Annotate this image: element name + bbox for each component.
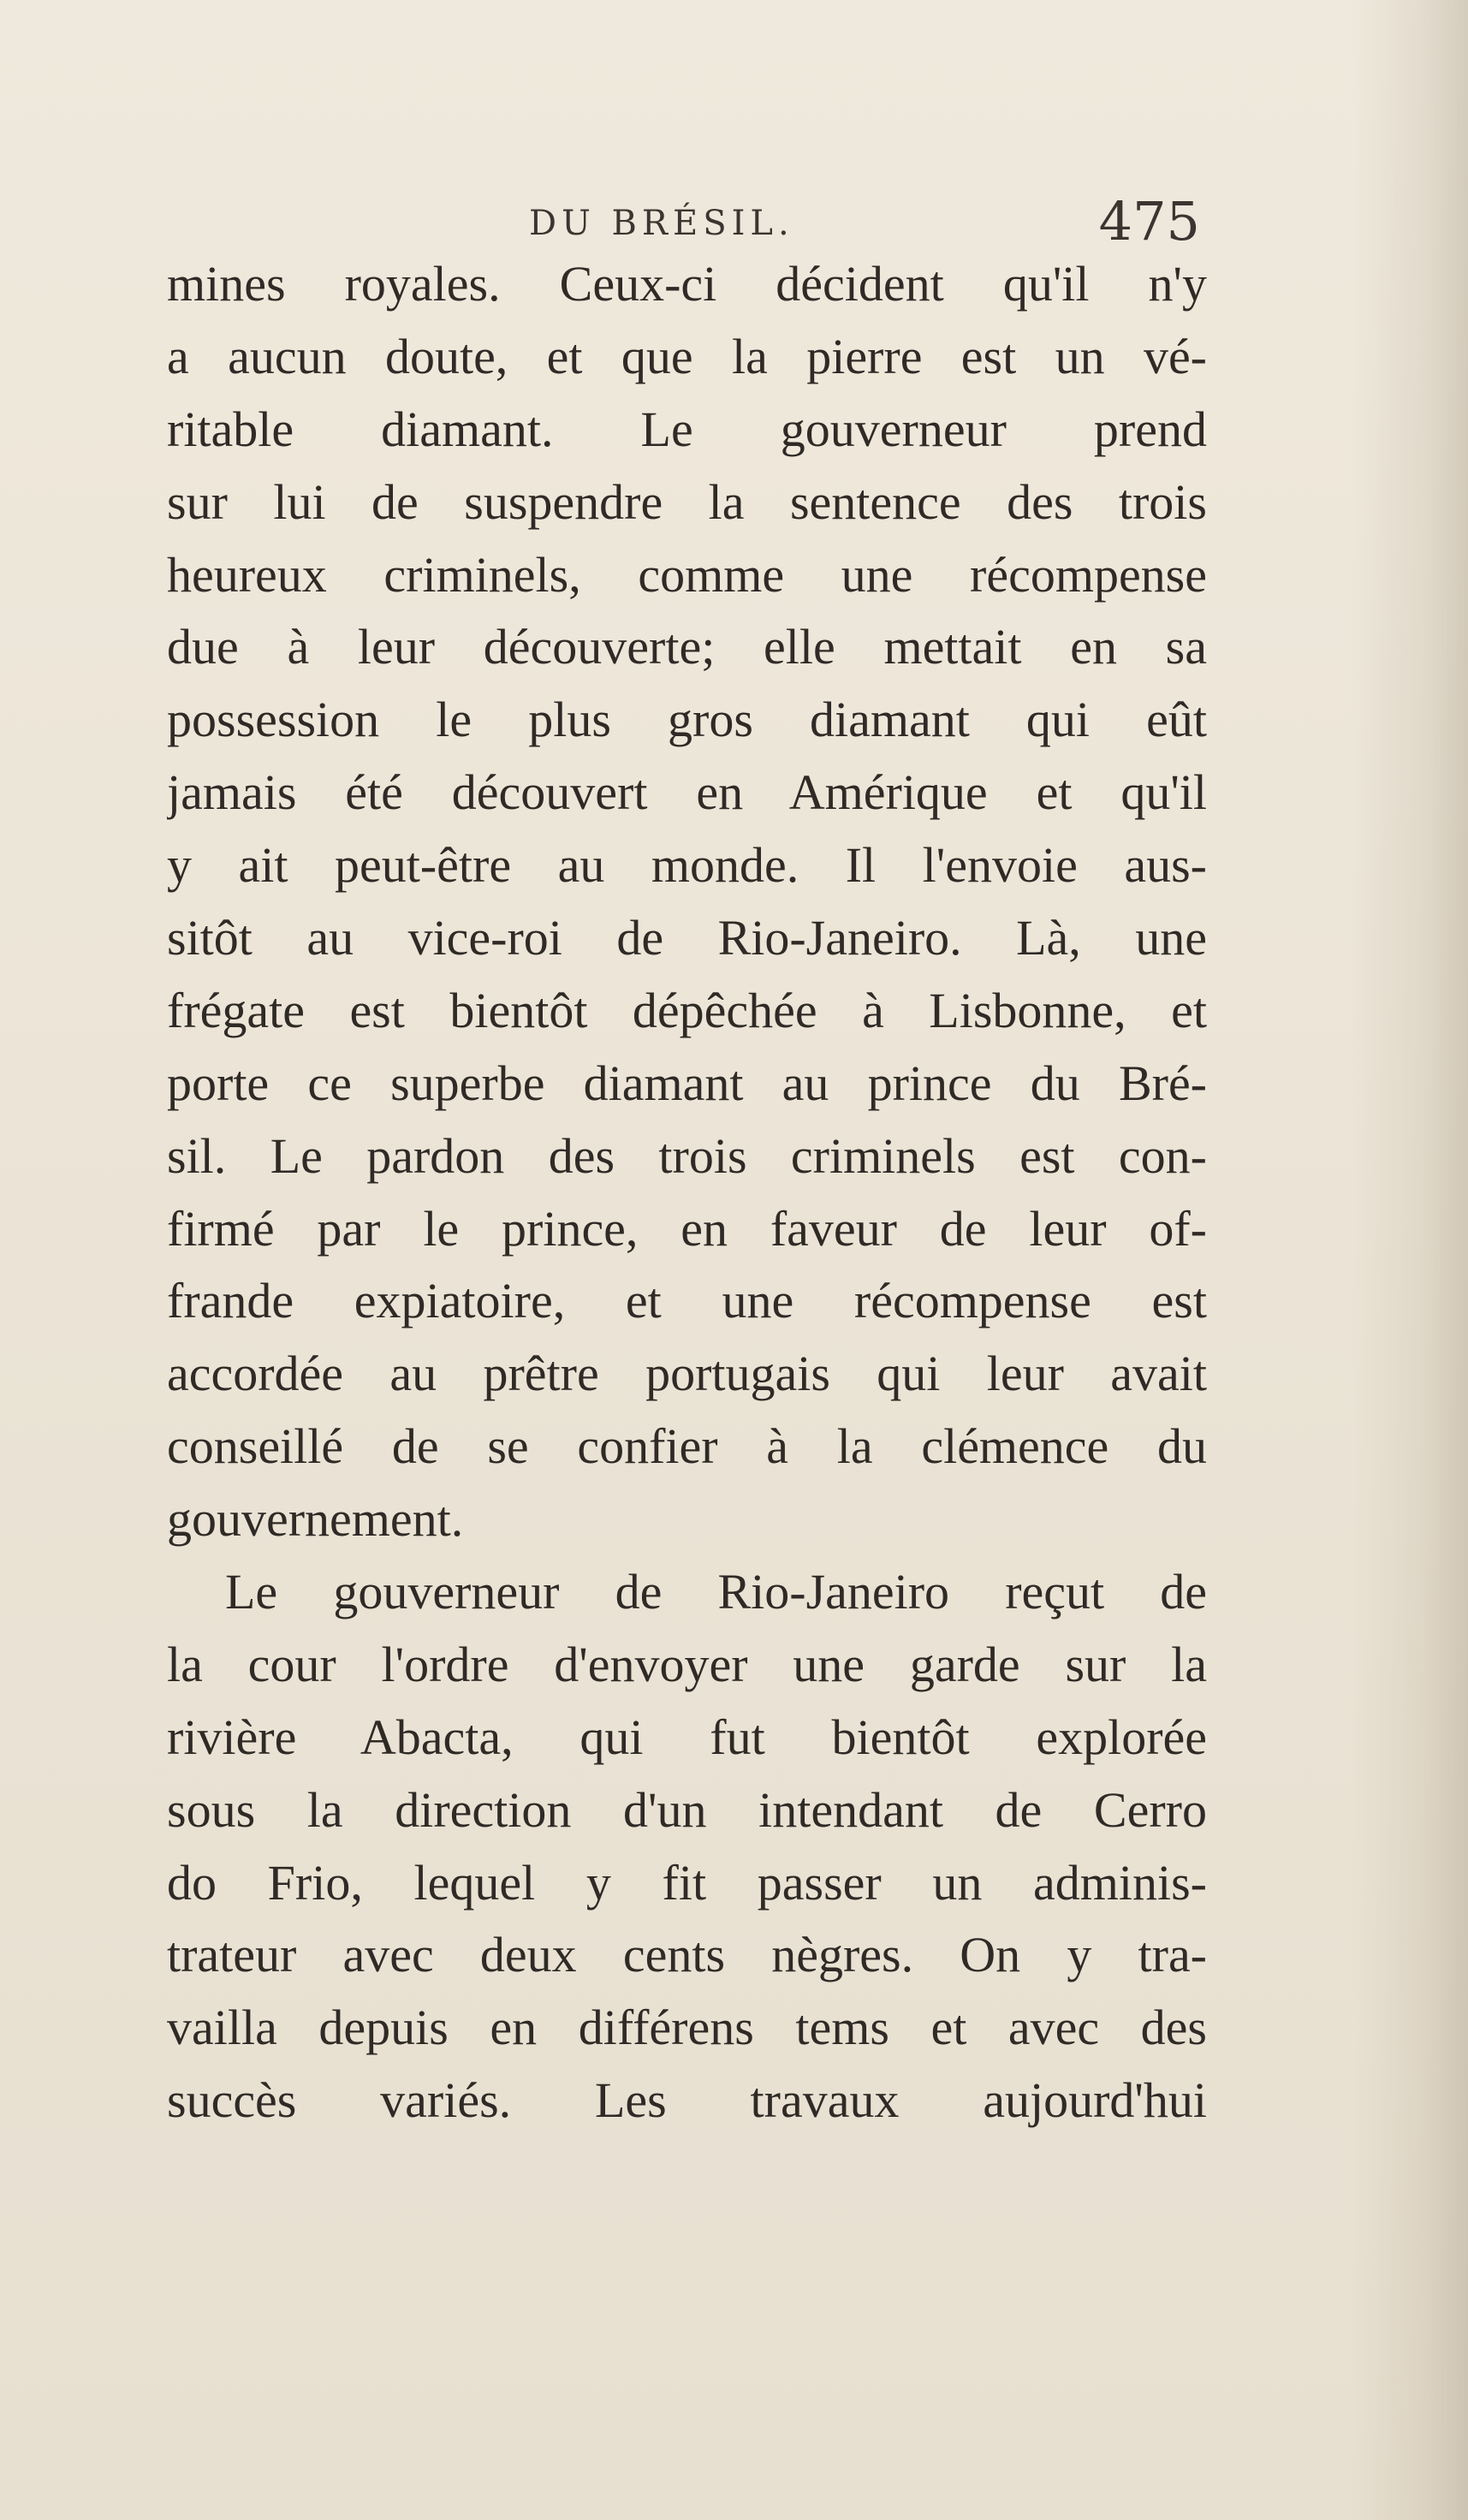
text-line: trateur avec deux cents nègres. On y tra- xyxy=(167,1927,1207,1983)
text-line: sitôt au vice-roi de Rio-Janeiro. Là, une xyxy=(167,910,1207,966)
paragraph-start-line: Le gouverneur de Rio-Janeiro reçut de xyxy=(225,1564,1207,1620)
text-line: frande expiatoire, et une récompense est xyxy=(167,1273,1207,1329)
running-head: DU BRÉSIL. xyxy=(529,204,794,243)
text-line: due à leur découverte; elle mettait en sa xyxy=(167,619,1207,675)
text-line: jamais été découvert en Amérique et qu'il xyxy=(167,764,1207,821)
text-line: do Frio, lequel y fit passer un adminis- xyxy=(167,1854,1207,1911)
text-line: la cour l'ordre d'envoyer une garde sur la xyxy=(167,1636,1207,1692)
text-line: sil. Le pardon des trois criminels est con- xyxy=(167,1127,1207,1184)
text-line: conseillé de se confier à la clémence du xyxy=(167,1418,1207,1475)
paragraph-end-line: gouvernement. xyxy=(167,1491,464,1548)
text-line: y ait peut-être au monde. Il l'envoie aus- xyxy=(167,837,1207,894)
text-line: mines royales. Ceux-ci décident qu'il n'y xyxy=(167,256,1207,312)
text-line: porte ce superbe diamant au prince du Bré- xyxy=(167,1055,1207,1111)
text-line: possession le plus gros diamant qui eût xyxy=(167,692,1207,748)
text-line: firmé par le prince, en faveur de leur of- xyxy=(167,1200,1207,1257)
text-line: a aucun doute, et que la pierre est un vé- xyxy=(167,328,1207,384)
text-line: rivière Abacta, qui fut bientôt explorée xyxy=(167,1709,1207,1765)
text-line: frégate est bientôt dépêchée à Lisbonne, et xyxy=(167,982,1207,1038)
text-line: accordée au prêtre portugais qui leur avait xyxy=(167,1346,1207,1402)
text-line: sur lui de suspendre la sentence des trois xyxy=(167,473,1207,530)
text-line: vailla depuis en différens tems et avec des xyxy=(167,2000,1207,2056)
text-line: ritable diamant. Le gouverneur prend xyxy=(167,401,1207,457)
page-number: 475 xyxy=(1098,190,1200,253)
body-text xyxy=(167,248,1207,2137)
text-line: heureux criminels, comme une récompense xyxy=(167,546,1207,603)
text-line: succès variés. Les travaux aujourd'hui xyxy=(167,2072,1207,2129)
text-line: sous la direction d'un intendant de Cerro xyxy=(167,1781,1207,1838)
